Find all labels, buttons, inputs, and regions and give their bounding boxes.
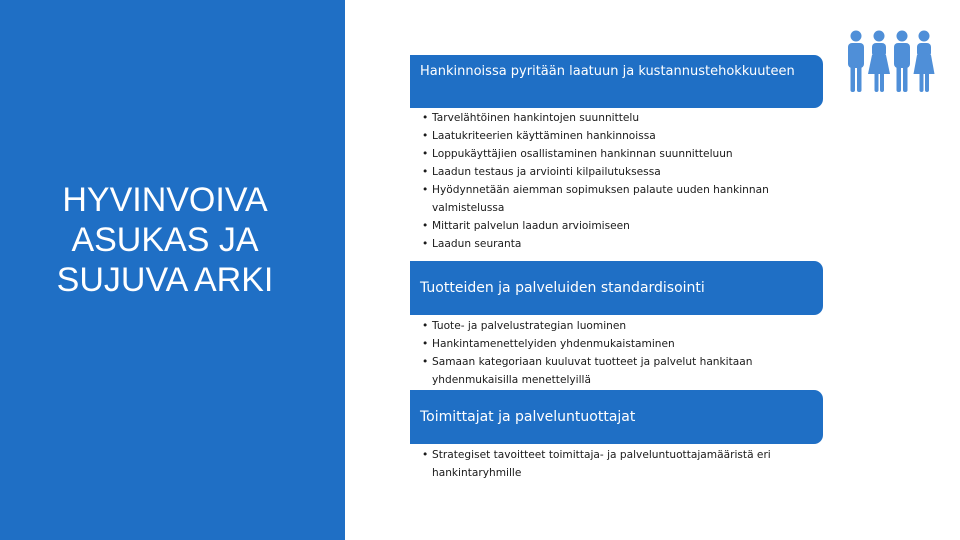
bullet-list-quality [420, 109, 810, 253]
headline-line-2: ASUKAS JA [71, 221, 259, 259]
section-header-suppliers: Toimittajat ja palveluntuottajat [410, 390, 823, 444]
list-item: • Mittarit palvelun laadun arvioimiseen [420, 217, 810, 235]
left-panel [0, 0, 345, 540]
headline-line-3: SUJUVA ARKI [56, 261, 274, 299]
list-item: • Strategiset tavoitteet toimittaja- ja palveluntuottajamääristä eri hankintaryhmille [420, 446, 810, 482]
person-male-icon [894, 31, 910, 93]
list-item: • Tuote- ja palvelustrategian luominen [420, 317, 810, 335]
headline [20, 180, 310, 300]
people-group-icon [845, 28, 935, 94]
section-header-standardisation: Tuotteiden ja palveluiden standardisointi [410, 261, 823, 315]
list-item: • Laatukriteerien käyttäminen hankinnoissa [420, 127, 810, 145]
headline-line-1: HYVINVOIVA [62, 181, 268, 219]
person-female-icon [914, 31, 935, 93]
list-item: • Laadun seuranta [420, 235, 810, 253]
section-header-quality: Hankinnoissa pyritään laatuun ja kustannustehokkuuteen [410, 55, 823, 108]
bullet-list-suppliers [420, 446, 810, 482]
person-male-icon [848, 31, 864, 93]
list-item: • Hyödynnetään aiemman sopimuksen palaute uuden hankinnan valmistelussa [420, 181, 810, 217]
person-female-icon [868, 31, 890, 93]
list-item: • Laadun testaus ja arviointi kilpailutuksessa [420, 163, 810, 181]
list-item: • Hankintamenettelyiden yhdenmukaistaminen [420, 335, 810, 353]
list-item: • Loppukäyttäjien osallistaminen hankinnan suunnitteluun [420, 145, 810, 163]
bullet-list-standardisation [420, 317, 810, 389]
list-item: • Samaan kategoriaan kuuluvat tuotteet ja palvelut hankitaan yhdenmukaisilla menettelyillä [420, 353, 810, 389]
list-item: • Tarvelähtöinen hankintojen suunnittelu [420, 109, 810, 127]
